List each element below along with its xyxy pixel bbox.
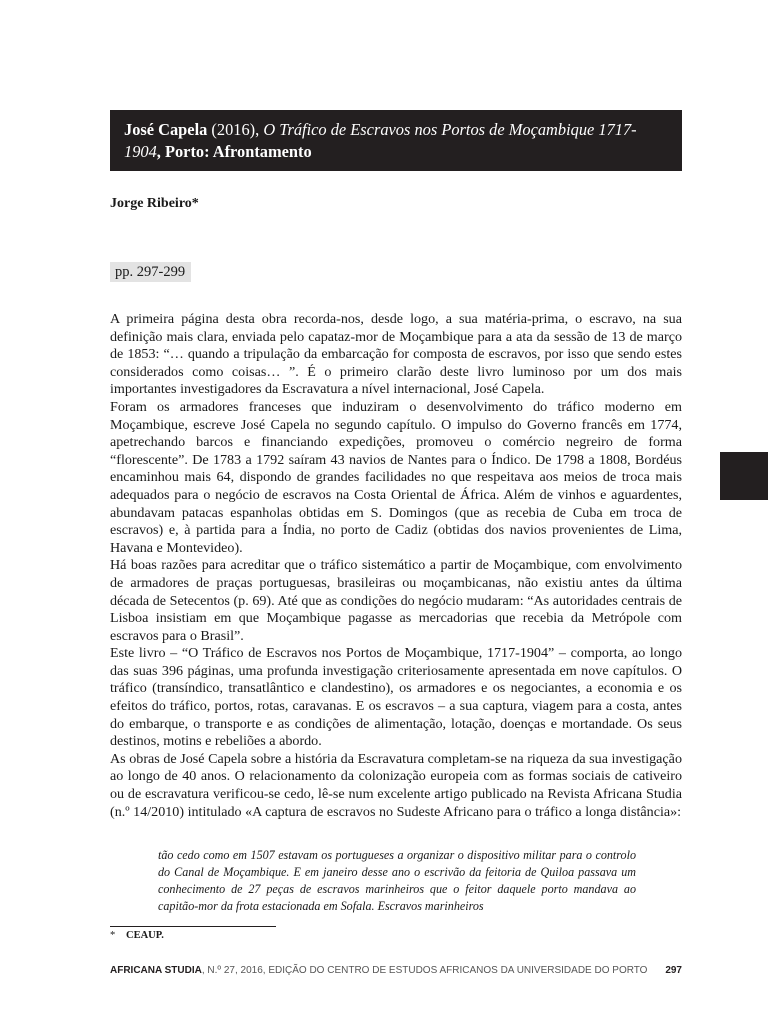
review-body	[110, 311, 682, 821]
page-number: 297	[665, 965, 682, 976]
journal-name: AFRICANA STUDIA	[110, 965, 202, 976]
footnote	[110, 930, 164, 941]
book-title: O Tráfico de Escravos nos Portos de Moçambique 1717-1904	[124, 120, 637, 161]
journal-info: , N.º 27, 2016, EDIÇÃO DO CENTRO DE ESTUDOS AFRICANOS DA UNIVERSIDADE DO PORTO	[201, 965, 648, 976]
paragraph: A primeira página desta obra recorda-nos, desde logo, a sua matéria-prima, o escravo, na sua definição mais clara, enviada pelo capataz-mor de Moçambique para a ata da sessão de 13 de março de 1853: “… quando a tripulação da embarcação for composta de escravos, por isso que sendo estes considerados como coisas… ”. É o primeiro clarão deste livro luminoso por um dos mais importantes investigadores da Escravatura a nível internacional, José Capela.	[110, 311, 682, 398]
page-range-badge: pp. 297-299	[110, 262, 191, 282]
paragraph: Este livro – “O Tráfico de Escravos nos Portos de Moçambique, 1717-1904” – comporta, ao longo das suas 396 páginas, uma profunda investigação criteriosamente apresentada em nove capítulos. O tráfico (transíndico, transatlântico e clandestino), os armadores e os negociantes, a economia e os efeitos do tráfico, portos, rotas, caravanas. E os escravos – a sua captura, viagem para a costa, antes do embarque, o transporte e as condições de alimentação, lotação, doenças e mortandade. Os seus destinos, motins e rebeliões a abordo.	[110, 645, 682, 750]
article-title-box	[110, 110, 682, 171]
footnote-divider	[110, 926, 276, 927]
footnote-mark: *	[110, 930, 116, 941]
review-author: Jorge Ribeiro*	[110, 196, 199, 211]
block-quote: tão cedo como em 1507 estavam os portugueses a organizar o dispositivo militar para o controlo do Canal de Moçambique. E em janeiro desse ano o escrivão da feitoria de Quiloa passava um conhecimento de 27 peças de escravos marinheiros que o feitor daquele porto mandava ao capitão-mor da frota estacionada em Sofala. Escravos marinheiros	[158, 848, 636, 914]
book-author: José Capela	[124, 120, 208, 139]
paragraph: Foram os armadores franceses que induziram o desenvolvimento do tráfico moderno em Moçambique, escreve José Capela no segundo capítulo. O impulso do Governo francês em 1774, apetrechando barcos e financiando expedições, promoveu o comércio negreiro de forma “florescente”. De 1783 a 1792 saíram 43 navios de Nantes para o Índico. De 1798 a 1808, Bordéus encaminhou mais 64, dispondo de grandes facilidades no que respeitava aos meios de troca mais adequados para o negócio de escravos na Costa Oriental de África. Além de vinhos e aguardentes, abundavam patacas espanholas obtidas em S. Domingos (que as recebia de Cuba em troca de escravos) e, à partida para a Índia, no porto de Cadiz (obtidas dos navios provenientes de Lima, Havana e Montevideo).	[110, 398, 682, 556]
paragraph: As obras de José Capela sobre a história da Escravatura completam-se na riqueza da sua investigação ao longo de 40 anos. O relacionamento da colonização europeia com as formas sociais de cativeiro ou de escravatura verificou-se cedo, lê-se num excelente artigo publicado na Revista Africana Studia (n.º 14/2010) intitulado «A captura de escravos no Sudeste Africano para o tráfico a longa distância»:	[110, 750, 682, 820]
footnote-text: CEAUP.	[126, 930, 164, 941]
publication-year: (2016),	[207, 120, 264, 139]
paragraph: Há boas razões para acreditar que o tráfico sistemático a partir de Moçambique, com envolvimento de armadores de praças portuguesas, brasileiras ou moçambicanas, não existiu antes da última década de Setecentos (p. 69). Até que as condições do negócio mudaram: “As autoridades centrais de Lisboa insistiam em que Moçambique pagasse as mercadorias que recebia da Metrópole com escravos para o Brasil”.	[110, 557, 682, 644]
section-thumb-tab	[720, 452, 768, 500]
page-footer	[110, 965, 682, 976]
book-publisher: , Porto: Afrontamento	[156, 142, 312, 161]
